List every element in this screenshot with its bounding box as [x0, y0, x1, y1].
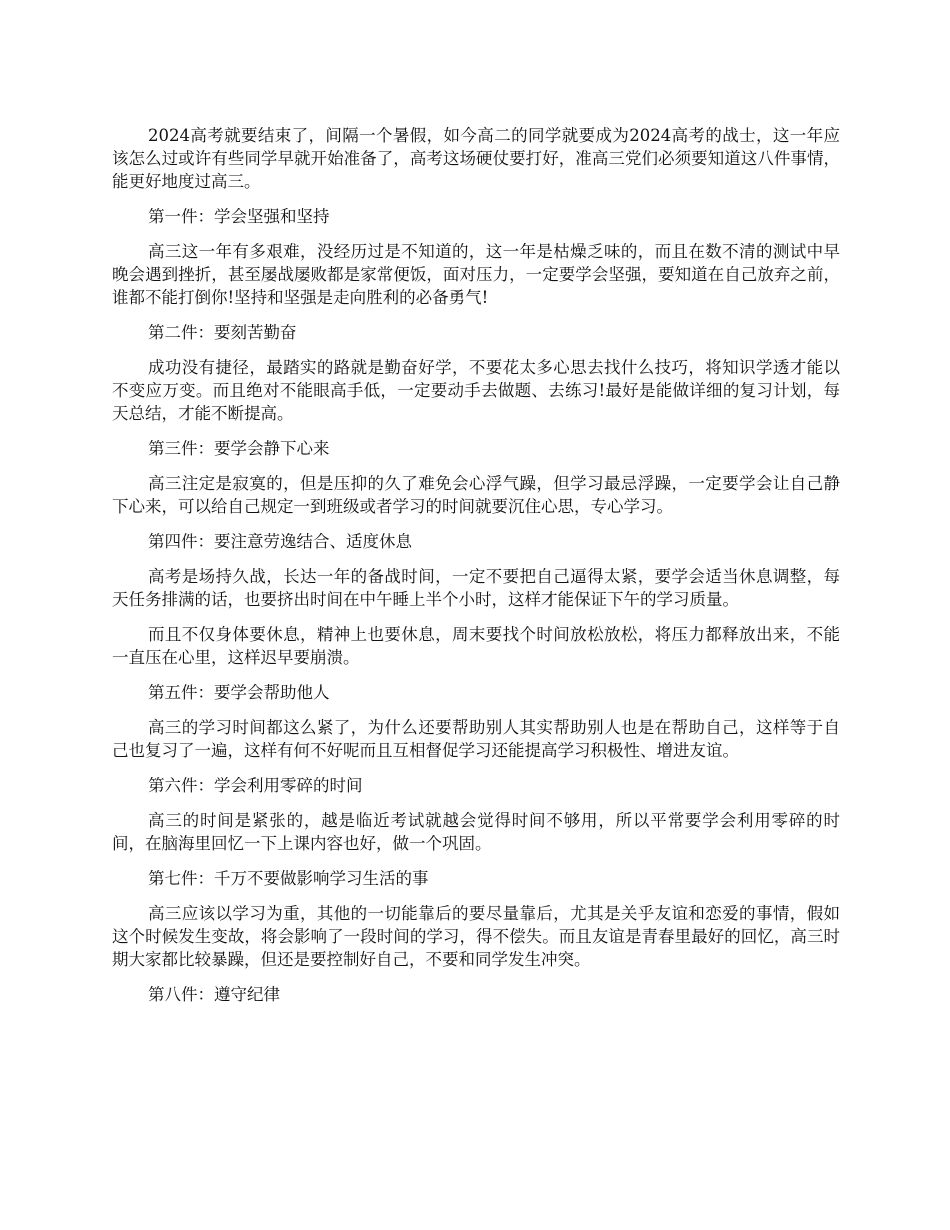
- body-paragraph-7: 高三应该以学习为重，其他的一切能靠后的要尽量靠后，尤其是关乎友谊和恋爱的事情，假如这个时候发生变故，将会影响了一段时间的学习，得不偿失。而且友谊是青春里最好的回忆，高三时期大家都比较暴躁，但还是要控制好自己，不要和同学发生冲突。: [112, 904, 840, 969]
- body-paragraph-1: 高三这一年有多艰难，没经历过是不知道的，这一年是枯燥乏味的，而且在数不清的测试中早晚会遇到挫折，甚至屡战屡败都是家常便饭，面对压力，一定要学会坚强，要知道在自己放弃之前，谁都不能打倒你!坚持和坚强是走向胜利的必备勇气!: [112, 242, 840, 307]
- heading-item-6: 第六件：学会利用零碎的时间: [148, 776, 363, 795]
- heading-item-4: 第四件：要注意劳逸结合、适度休息: [148, 532, 412, 551]
- heading-item-3: 第三件：要学会静下心来: [148, 439, 330, 458]
- heading-item-7: 第七件：千万不要做影响学习生活的事: [148, 869, 429, 888]
- body-paragraph-2: 成功没有捷径，最踏实的路就是勤奋好学，不要花太多心思去找什么技巧，将知识学透才能以不变应万变。而且绝对不能眼高手低，一定要动手去做题、去练习!最好是能做详细的复习计划，每天总结，才能不断提高。: [112, 358, 840, 423]
- body-paragraph-5: 高三的学习时间都这么紧了，为什么还要帮助别人其实帮助别人也是在帮助自己，这样等于自己也复习了一遍，这样有何不好呢而且互相督促学习还能提高学习积极性、增进友谊。: [112, 718, 840, 760]
- heading-item-2: 第二件：要刻苦勤奋: [148, 323, 297, 342]
- body-paragraph-6: 高三的时间是紧张的，越是临近考试就越会觉得时间不够用，所以平常要学会利用零碎的时间，在脑海里回忆一下上课内容也好，做一个巩固。: [112, 811, 840, 853]
- document-page: [112, 124, 840, 1018]
- heading-item-1: 第一件：学会坚强和坚持: [148, 207, 330, 226]
- body-paragraph-4a: 高考是场持久战，长达一年的备战时间，一定不要把自己逼得太紧，要学会适当休息调整，每天任务排满的话，也要挤出时间在中午睡上半个小时，这样才能保证下午的学习质量。: [112, 567, 840, 609]
- heading-item-5: 第五件：要学会帮助他人: [148, 683, 330, 702]
- heading-item-8: 第八件：遵守纪律: [148, 985, 280, 1004]
- body-paragraph-3: 高三注定是寂寞的，但是压抑的久了难免会心浮气躁，但学习最忌浮躁，一定要学会让自己静下心来，可以给自己规定一到班级或者学习的时间就要沉住心思，专心学习。: [112, 474, 840, 516]
- body-paragraph-4b: 而且不仅身体要休息，精神上也要休息，周末要找个时间放松放松，将压力都释放出来，不能一直压在心里，这样迟早要崩溃。: [112, 625, 840, 667]
- intro-paragraph: 2024高考就要结束了，间隔一个暑假，如今高二的同学就要成为2024高考的战士，这一年应该怎么过或许有些同学早就开始准备了，高考这场硬仗要打好，准高三党们必须要知道这八件事情，能更好地度过高三。: [112, 126, 840, 191]
